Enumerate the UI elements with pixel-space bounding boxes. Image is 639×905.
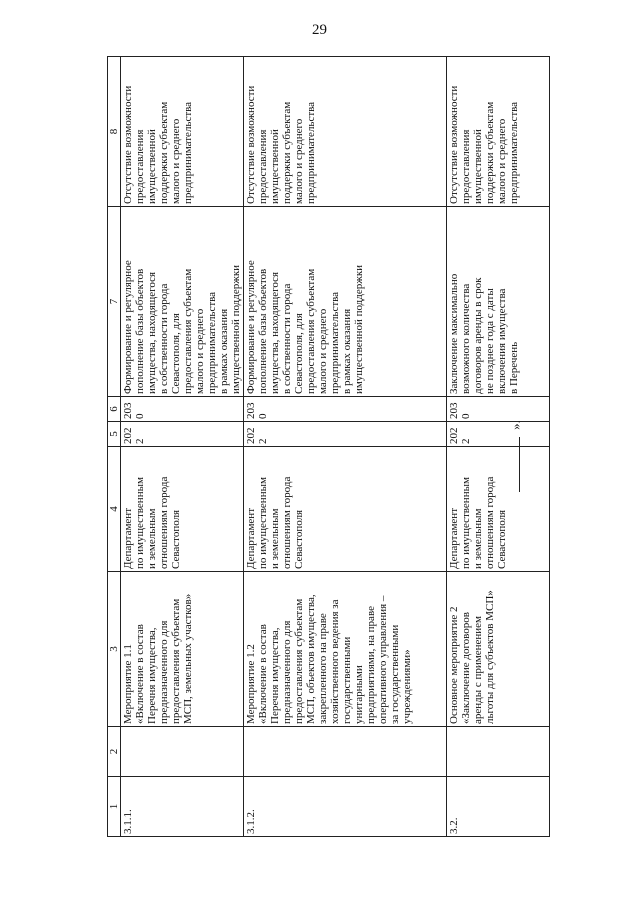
start-year: 2022 (447, 422, 550, 447)
start-year: 2022 (244, 422, 447, 447)
header-cell: 7 (108, 207, 121, 397)
result-cell: Формирование и регулярное пополнение базы объектов имущества, находящегося в собственности города Севастополя, для предоставления субъектам малого и среднего предпринимательства в рамках оказания имущественной поддержки (244, 207, 447, 397)
result-cell: Заключение максимально возможного количества договоров аренды в срок не позднее года с даты включения имущества в Перечень (447, 207, 550, 397)
table-row (121, 57, 244, 837)
row-number: 3.1.1. (121, 777, 244, 837)
closing-line (519, 437, 520, 492)
end-year: 2030 (447, 397, 550, 422)
executor-cell: Департамент по имущественным и земельным отношениям города Севастополя (447, 447, 550, 572)
event-cell: Мероприятие 1.1 «Включение в состав Перечня имущества, предназначенного для предоставления субъектам МСП, земельных участков» (121, 572, 244, 727)
event-cell: Мероприятие 1.2 «Включение в состав Перечня имущества, предназначенного для предоставления субъектам МСП, объектов имущества, закрепленного на праве хозяйственного ведения за государственными унитарными предприятиями, на праве оперативного управления – за государственными учреждениями» (244, 572, 447, 727)
header-cell: 4 (108, 447, 121, 572)
header-cell: 5 (108, 422, 121, 447)
header-cell: 6 (108, 397, 121, 422)
executor-cell: Департамент по имущественным и земельным отношениям города Севастополя (121, 447, 244, 572)
table-container (107, 57, 556, 837)
row-col2 (121, 727, 244, 777)
executor-cell: Департамент по имущественным и земельным отношениям города Севастополя (244, 447, 447, 572)
event-cell: Основное мероприятие 2 «Заключение договоров аренды с применением льготы для субъектов МСП» (447, 572, 550, 727)
consequence-cell: Отсутствие возможности предоставления имущественной поддержки субъектам малого и среднего предпринимательства (447, 57, 550, 207)
header-cell: 2 (108, 727, 121, 777)
closing-quote: ». (507, 420, 523, 430)
start-year: 2022 (121, 422, 244, 447)
end-year: 2030 (121, 397, 244, 422)
consequence-cell: Отсутствие возможности предоставления имущественной поддержки субъектам малого и среднего предпринимательства (121, 57, 244, 207)
header-row (108, 57, 121, 837)
program-table (107, 56, 550, 837)
row-col2 (447, 727, 550, 777)
row-number: 3.2. (447, 777, 550, 837)
header-cell: 1 (108, 777, 121, 837)
table-row (244, 57, 447, 837)
header-cell: 8 (108, 57, 121, 207)
consequence-cell: Отсутствие возможности предоставления имущественной поддержки субъектам малого и среднего предпринимательства (244, 57, 447, 207)
row-col2 (244, 727, 447, 777)
closing-mark (505, 397, 535, 497)
header-cell: 3 (108, 572, 121, 727)
rotated-table-area (107, 57, 556, 837)
end-year: 2030 (244, 397, 447, 422)
row-number: 3.1.2. (244, 777, 447, 837)
page-number: 29 (312, 22, 327, 38)
result-cell: Формирование и регулярное пополнение базы объектов имущества, находящегося в собственности города Севастополя, для предоставления субъектам малого и среднего предпринимательства в рамках оказания имущественной поддержки (121, 207, 244, 397)
